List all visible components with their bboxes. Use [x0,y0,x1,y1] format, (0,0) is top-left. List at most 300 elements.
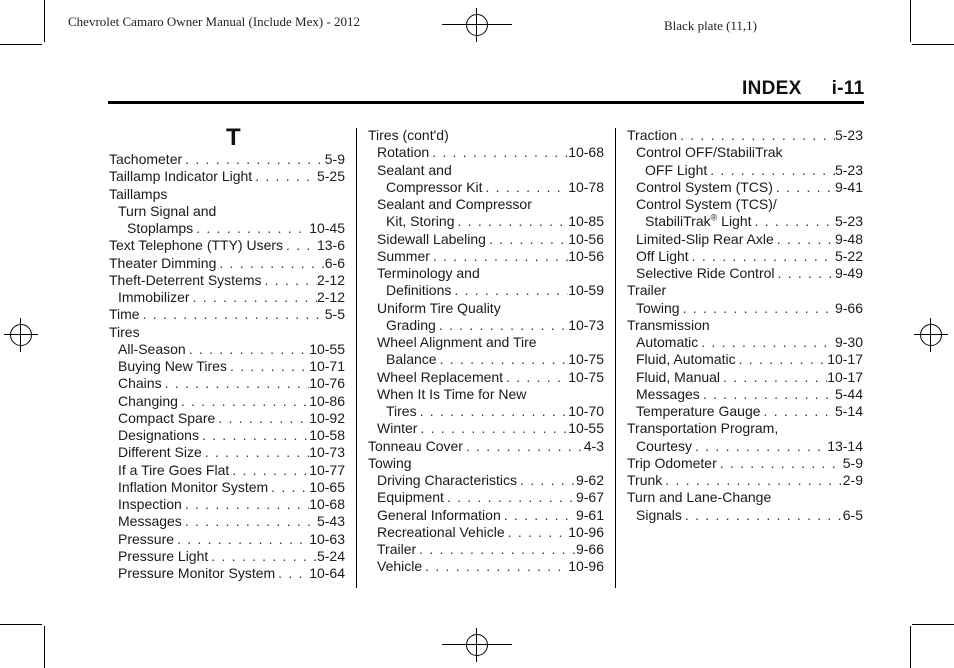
entry-label [118,531,174,548]
entry-label [636,265,775,282]
entry-page-ref: 10-55 [568,420,604,437]
index-entry [627,282,863,299]
entry-text: Different Size [118,444,202,461]
entry-label [627,489,771,506]
entry-label [377,144,429,161]
index-entry [627,196,863,213]
index-entry [368,248,604,265]
dot-leader [417,403,569,420]
index-entry [368,489,604,506]
entry-label [636,231,774,248]
dot-leader [677,127,835,144]
index-entry [109,548,345,565]
entry-text: Pressure Monitor System [118,565,276,581]
index-entry [368,369,604,386]
entry-label [636,403,761,420]
dot-leader [140,306,325,323]
registered-mark: ® [710,212,718,223]
crop-mark [44,626,45,668]
index-entry [109,410,345,427]
index-entry [368,455,604,472]
entry-page-ref: 10-45 [309,220,345,236]
entry-label [377,334,537,351]
dot-leader [482,179,568,196]
index-entry [627,507,863,524]
entry-label [118,462,229,479]
index-entry [109,513,345,530]
dot-leader [216,255,324,272]
index-entry [368,317,604,334]
entry-page-ref: 10-63 [309,530,345,547]
entry-label [109,255,216,272]
index-entry [368,403,604,420]
crop-mark [0,624,42,625]
entry-label [118,565,275,582]
dot-leader [437,351,569,368]
entry-label [118,479,268,496]
entry-text: Text Telephone (TTY) Users [109,237,284,254]
entry-page-ref: 5-14 [834,403,863,419]
dot-leader [227,358,309,375]
index-entry [109,306,345,323]
entry-text: Pressure Light [118,547,209,564]
entry-text: Grading [386,316,436,333]
entry-label [109,168,252,185]
index-entry [368,524,604,541]
dot-leader [503,369,568,386]
index-entry [368,162,604,179]
entry-label [627,282,666,299]
entry-page-ref: 10-17 [827,368,863,385]
page-header [742,78,864,100]
index-entry [109,358,345,375]
entry-text: Off Light [636,247,689,264]
entry-page-ref: 10-96 [568,558,604,575]
entry-page-ref: 5-23 [834,213,863,230]
index-entry [627,248,863,265]
dot-leader [517,472,576,489]
dot-leader [444,489,576,506]
entry-page-ref: 5-9 [842,454,863,471]
index-entry [109,531,345,548]
dot-leader [682,507,843,524]
registration-mark-top [460,8,494,42]
index-entry [627,455,863,472]
entry-page-ref: 10-75 [568,351,604,368]
crop-mark [44,0,45,42]
entry-text: Uniform Tire Quality [377,299,501,316]
entry-text: Selective Ride Control [636,265,775,281]
index-entry [368,386,604,403]
dot-leader [501,507,576,524]
entry-page-ref: 10-68 [568,144,604,161]
index-entry [368,213,604,230]
index-entry [109,289,345,306]
column-divider [615,128,616,588]
entry-label [109,324,140,341]
entry-text: Traction [627,127,678,143]
entry-page-ref: 9-49 [834,265,863,281]
entry-page-ref: 2-9 [842,472,863,488]
entry-text: OFF Light [645,161,708,178]
index-entry [368,179,604,196]
crop-mark [0,44,42,45]
entry-page-ref: 9-62 [575,472,604,488]
entry-text: Inflation Monitor System [118,478,269,495]
dot-leader [202,444,309,461]
index-entry [368,558,604,575]
entry-text: Theater Dimming [109,254,217,271]
entry-page-ref: 10-78 [568,178,604,195]
index-entry [368,265,604,282]
entry-label [377,300,501,317]
entry-label [118,393,178,410]
entry-page-ref: 9-48 [834,230,863,247]
entry-label [377,541,416,558]
entry-text: Immobilizer [118,289,190,305]
entry-text: Compact Spare [118,409,216,426]
index-entry [109,272,345,289]
entry-page-ref: 9-41 [834,178,863,195]
entry-text: Courtesy [636,437,693,454]
entry-page-ref: 6-6 [324,254,345,271]
entry-label [377,265,480,282]
entry-label [386,282,451,299]
entry-text: Theft-Deterrent Systems [109,271,262,288]
entry-page-ref: 10-56 [568,230,604,247]
entry-text: Compressor Kit [386,178,483,195]
entry-page-ref: 10-58 [309,427,345,443]
entry-text: Temperature Gauge [636,403,761,419]
crop-mark [912,624,954,625]
entry-text: Inspection [118,496,182,512]
entry-text: Sealant and Compressor [377,196,532,212]
entry-label [118,444,202,461]
entry-label [627,472,662,489]
registration-mark-left [4,318,38,352]
entry-label [636,144,783,161]
index-column-1 [109,151,345,582]
entry-label [377,369,503,386]
entry-page-ref: 9-66 [834,299,863,316]
dot-leader [454,213,568,230]
entry-label [377,162,452,179]
section-title: INDEX [742,78,802,99]
crop-mark [910,626,911,668]
index-entry [627,179,863,196]
entry-label [118,427,199,444]
index-entry [627,403,863,420]
index-entry [109,151,345,168]
entry-text: Trailer [627,282,667,299]
plate-number: Black plate (11,1) [664,18,758,33]
entry-label [118,289,190,306]
dot-leader [486,231,568,248]
entry-page-ref: 10-73 [309,444,345,461]
index-entry [627,265,863,282]
entry-text: Rotation [377,144,430,161]
index-entry [109,427,345,444]
column-divider [356,128,357,588]
entry-label [368,438,463,455]
dot-leader [182,496,309,513]
index-entry [627,420,863,437]
entry-label [636,386,700,403]
entry-text: All-Season [118,340,186,357]
entry-page-ref: 10-64 [309,565,345,581]
index-entry [627,144,863,161]
entry-label [645,213,752,230]
index-entry [368,438,604,455]
index-entry [368,507,604,524]
entry-page-ref: 10-85 [568,213,604,230]
index-entry [109,444,345,461]
entry-label [377,231,486,248]
index-entry [109,220,345,237]
index-entry [627,489,863,506]
dot-leader [208,548,317,565]
entry-label [627,317,710,334]
entry-text: Winter [377,420,418,437]
entry-label [636,300,680,317]
entry-page-ref: 10-56 [568,247,604,264]
entry-text: Designations [118,427,199,443]
entry-page-ref: 4-3 [583,437,604,454]
entry-page-ref: 9-67 [575,489,604,506]
entry-text: General Information [377,506,501,523]
dot-leader [700,386,835,403]
entry-text: Tachometer [109,151,183,167]
entry-text: Kit, Storing [386,213,455,230]
index-entry [368,144,604,161]
entry-page-ref: 5-44 [834,385,863,402]
entry-label [109,272,262,289]
dot-leader [775,265,835,282]
entry-text: Signals [636,506,682,523]
entry-label [645,162,707,179]
index-entry [627,369,863,386]
entry-label [118,375,162,392]
dot-leader [190,289,317,306]
entry-page-ref: 10-86 [309,392,345,409]
entry-label [636,196,777,213]
entry-label [386,317,436,334]
entry-page-ref: 13-14 [827,437,863,454]
dot-leader [186,341,309,358]
index-entry [627,472,863,489]
dot-leader [268,479,309,496]
index-entry [109,203,345,220]
entry-label [127,220,193,237]
entry-label [109,237,283,254]
entry-label [636,507,682,524]
index-entry [109,341,345,358]
entry-page-ref: 10-59 [568,282,604,299]
index-entry [627,213,863,230]
index-entry [109,255,345,272]
index-entry [627,386,863,403]
entry-label [386,213,454,230]
entry-label [636,248,689,265]
index-entry [368,472,604,489]
index-entry [627,127,863,144]
entry-page-ref: 10-96 [568,523,604,540]
index-entry [627,317,863,334]
entry-page-ref: 6-5 [842,506,863,523]
entry-text: When It Is Time for New [377,385,527,402]
index-entry [109,375,345,392]
entry-page-ref: 10-92 [309,409,345,426]
registration-mark-bottom [460,628,494,662]
index-entry [109,186,345,203]
index-entry [627,300,863,317]
index-entry [368,541,604,558]
entry-text: Sidewall Labeling [377,230,486,247]
entry-page-ref: 5-23 [834,161,863,178]
dot-leader [505,524,569,541]
entry-page-ref: 10-71 [309,358,345,374]
entry-text: Automatic [636,334,699,350]
dot-leader [720,369,827,386]
entry-page-ref: 10-17 [827,351,863,368]
entry-page-ref: 10-77 [309,461,345,478]
index-column-2 [368,127,604,576]
entry-text: Messages [118,513,182,530]
entry-page-ref: 10-55 [309,340,345,357]
dot-leader [436,317,568,334]
entry-text: Fluid, Manual [636,368,721,385]
entry-text: Changing [118,392,178,409]
entry-page-ref: 13-6 [316,237,345,254]
entry-text: Messages [636,385,700,402]
entry-text: Taillamp Indicator Light [109,168,253,185]
entry-label [636,438,692,455]
index-entry [368,282,604,299]
entry-text: Equipment [377,489,444,506]
dot-leader [215,410,309,427]
entry-page-ref: 10-70 [568,403,604,419]
entry-page-ref: 10-76 [309,375,345,392]
index-column-3 [627,127,863,524]
entry-text: Trunk [627,472,663,488]
entry-text: Wheel Alignment and Tire [377,334,537,350]
entry-text: Limited-Slip Rear Axle [636,230,774,247]
entry-label [386,179,482,196]
entry-label [377,472,517,489]
entry-page-ref: 2-12 [316,289,345,305]
dot-leader [199,427,309,444]
entry-page-ref: 5-22 [834,247,863,264]
entry-text: Terminology and [377,265,480,281]
entry-label [109,186,167,203]
entry-text: Sealant and [377,161,452,178]
index-entry [627,351,863,368]
index-entry [109,565,345,582]
entry-text: Stoplamps [127,220,194,236]
dot-leader [262,272,317,289]
entry-text: Transportation Program, [627,420,779,437]
entry-text: Turn Signal and [118,202,217,219]
dot-leader [162,375,310,392]
entry-label [636,334,698,351]
entry-text: Tires [109,323,140,340]
entry-page-ref: 5-5 [324,306,345,323]
entry-label [118,341,186,358]
index-entry [627,334,863,351]
entry-label [118,513,182,530]
dot-leader [761,403,835,420]
entry-label [377,420,417,437]
entry-label [118,548,208,565]
entry-text: Turn and Lane-Change [627,489,772,506]
entry-text: Towing [636,299,680,316]
entry-page-ref: 9-61 [575,506,604,523]
index-entry [109,393,345,410]
dot-leader [283,237,317,254]
index-entry [627,231,863,248]
crop-mark [910,0,911,42]
dot-leader [662,472,842,489]
entry-text: Control OFF/StabiliTrak [636,144,783,161]
entry-label [109,151,182,168]
entry-page-ref: 10-68 [309,496,345,512]
entry-label [627,420,778,437]
entry-text: Buying New Tires [118,358,227,374]
dot-leader [463,438,584,455]
index-entry [109,496,345,513]
index-entry [627,162,863,179]
entry-page-ref: 5-43 [316,513,345,530]
section-letter: T [226,124,241,151]
index-entry [368,420,604,437]
dot-leader [692,438,827,455]
crop-mark [912,44,954,45]
entry-label [118,496,182,513]
index-entry [109,168,345,185]
entry-text: Tires (cont'd) [368,127,449,143]
entry-text: Definitions [386,282,452,299]
dot-leader [451,282,568,299]
dot-leader [680,300,835,317]
index-entry [368,334,604,351]
entry-text: Trip Odometer [627,454,717,471]
registration-mark-right [914,318,948,352]
entry-label [636,351,736,368]
dot-leader [707,162,835,179]
entry-label [636,369,720,386]
header-rule [108,101,864,104]
entry-label [636,179,773,196]
entry-text: Vehicle [377,558,423,575]
entry-page-ref: 10-65 [309,478,345,495]
index-entry [109,324,345,341]
dot-leader [182,513,317,530]
entry-text: Trailer [377,541,417,557]
entry-text-suffix: Light [717,213,752,230]
dot-leader [178,393,309,410]
entry-text: Recreational Vehicle [377,523,505,540]
dot-leader [417,420,568,437]
index-entry [109,462,345,479]
entry-label [109,306,140,323]
entry-label [377,524,505,541]
dot-leader [698,334,835,351]
entry-text: Control System (TCS) [636,178,773,195]
page-number: i-11 [831,78,865,99]
entry-label [118,203,216,220]
entry-label [377,507,501,524]
entry-label [377,558,422,575]
